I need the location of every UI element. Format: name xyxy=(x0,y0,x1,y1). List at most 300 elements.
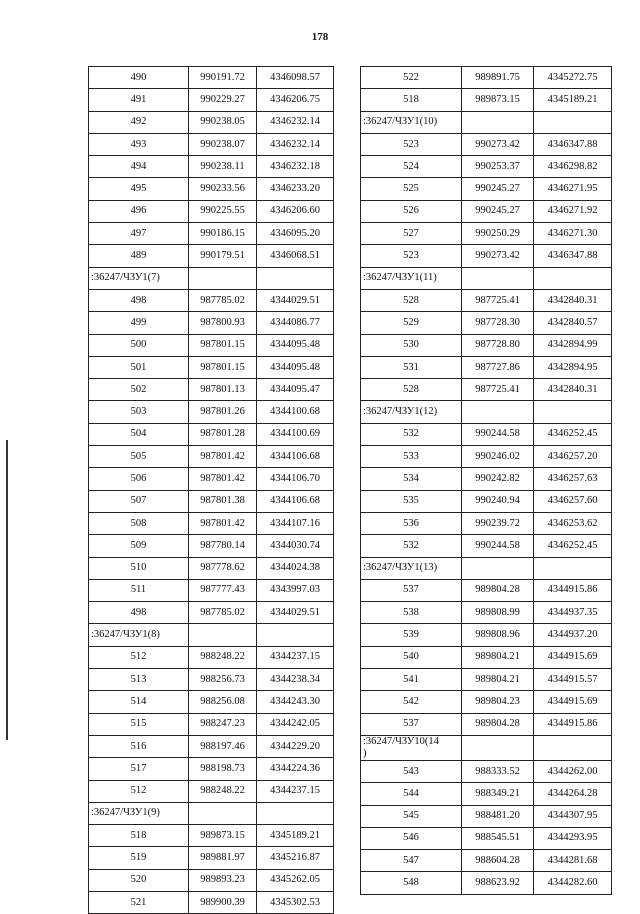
plot-label: :36247/ЧЗУ1(7) xyxy=(89,267,189,289)
point-number-cell: 545 xyxy=(361,805,462,827)
y-coordinate-cell: 4344100.69 xyxy=(257,423,334,445)
table-row xyxy=(89,735,334,757)
point-number-cell: 546 xyxy=(361,827,462,849)
margin-scan-mark xyxy=(6,440,8,740)
point-number-cell: 548 xyxy=(361,872,462,894)
table-row xyxy=(361,423,612,445)
x-coordinate-cell: 988623.92 xyxy=(462,872,534,894)
table-row xyxy=(361,691,612,713)
point-number-cell: 533 xyxy=(361,446,462,468)
plot-label: :36247/ЧЗУ1(12) xyxy=(361,401,462,423)
x-coordinate-cell: 987801.38 xyxy=(189,490,257,512)
y-coordinate-cell: 4346298.82 xyxy=(534,156,612,178)
table-row xyxy=(89,468,334,490)
point-number-cell: 495 xyxy=(89,178,189,200)
y-coordinate-cell: 4344262.00 xyxy=(534,760,612,782)
point-number-cell: 500 xyxy=(89,334,189,356)
point-number-cell: 498 xyxy=(89,289,189,311)
table-row xyxy=(361,646,612,668)
coordinates-table-right xyxy=(360,66,612,895)
x-coordinate-cell: 988545.51 xyxy=(462,827,534,849)
x-coordinate-cell: 987800.93 xyxy=(189,312,257,334)
point-number-cell: 492 xyxy=(89,111,189,133)
empty-cell xyxy=(189,802,257,824)
x-coordinate-cell: 987801.26 xyxy=(189,401,257,423)
point-number-cell: 528 xyxy=(361,379,462,401)
y-coordinate-cell: 4344095.47 xyxy=(257,379,334,401)
x-coordinate-cell: 989808.99 xyxy=(462,602,534,624)
x-coordinate-cell: 987801.15 xyxy=(189,334,257,356)
table-row xyxy=(361,178,612,200)
table-row xyxy=(89,89,334,111)
x-coordinate-cell: 989873.15 xyxy=(462,89,534,111)
point-number-cell: 508 xyxy=(89,512,189,534)
table-row xyxy=(89,557,334,579)
x-coordinate-cell: 987801.42 xyxy=(189,446,257,468)
point-number-cell: 504 xyxy=(89,423,189,445)
y-coordinate-cell: 4346206.60 xyxy=(257,200,334,222)
point-number-cell: 505 xyxy=(89,446,189,468)
empty-cell xyxy=(534,267,612,289)
x-coordinate-cell: 990238.05 xyxy=(189,111,257,133)
empty-cell xyxy=(462,111,534,133)
plot-label-row xyxy=(89,624,334,646)
table-row xyxy=(361,289,612,311)
y-coordinate-cell: 4344282.60 xyxy=(534,872,612,894)
y-coordinate-cell: 4344030.74 xyxy=(257,535,334,557)
plot-label-row xyxy=(361,401,612,423)
point-number-cell: 532 xyxy=(361,423,462,445)
x-coordinate-cell: 988349.21 xyxy=(462,783,534,805)
table-row xyxy=(89,646,334,668)
table-row xyxy=(89,780,334,802)
empty-cell xyxy=(462,735,534,760)
y-coordinate-cell: 4346098.57 xyxy=(257,67,334,89)
table-row xyxy=(89,334,334,356)
x-coordinate-cell: 989808.96 xyxy=(462,624,534,646)
point-number-cell: 496 xyxy=(89,200,189,222)
x-coordinate-cell: 988248.22 xyxy=(189,646,257,668)
point-number-cell: 517 xyxy=(89,758,189,780)
coordinates-table-left xyxy=(88,66,334,914)
y-coordinate-cell: 4344229.20 xyxy=(257,735,334,757)
x-coordinate-cell: 987785.02 xyxy=(189,602,257,624)
y-coordinate-cell: 4342894.99 xyxy=(534,334,612,356)
x-coordinate-cell: 987728.80 xyxy=(462,334,534,356)
table-row xyxy=(89,200,334,222)
point-number-cell: 529 xyxy=(361,312,462,334)
x-coordinate-cell: 989804.21 xyxy=(462,669,534,691)
table-row xyxy=(89,579,334,601)
x-coordinate-cell: 990244.58 xyxy=(462,423,534,445)
y-coordinate-cell: 4344095.48 xyxy=(257,334,334,356)
x-coordinate-cell: 989881.97 xyxy=(189,847,257,869)
y-coordinate-cell: 4344264.28 xyxy=(534,783,612,805)
y-coordinate-cell: 4346271.92 xyxy=(534,200,612,222)
table-row xyxy=(89,446,334,468)
y-coordinate-cell: 4346232.18 xyxy=(257,156,334,178)
x-coordinate-cell: 990179.51 xyxy=(189,245,257,267)
point-number-cell: 521 xyxy=(89,891,189,913)
x-coordinate-cell: 989804.23 xyxy=(462,691,534,713)
x-coordinate-cell: 988198.73 xyxy=(189,758,257,780)
x-coordinate-cell: 990273.42 xyxy=(462,133,534,155)
point-number-cell: 537 xyxy=(361,579,462,601)
x-coordinate-cell: 990225.55 xyxy=(189,200,257,222)
table-row xyxy=(89,356,334,378)
table-row xyxy=(89,691,334,713)
plot-label: :36247/ЧЗУ1(13) xyxy=(361,557,462,579)
x-coordinate-cell: 989804.21 xyxy=(462,646,534,668)
empty-cell xyxy=(462,401,534,423)
y-coordinate-cell: 4346257.63 xyxy=(534,468,612,490)
x-coordinate-cell: 987801.42 xyxy=(189,468,257,490)
x-coordinate-cell: 990239.72 xyxy=(462,512,534,534)
point-number-cell: 512 xyxy=(89,780,189,802)
table-row xyxy=(361,356,612,378)
table-row xyxy=(89,111,334,133)
x-coordinate-cell: 990253.37 xyxy=(462,156,534,178)
table-row xyxy=(361,223,612,245)
point-number-cell: 532 xyxy=(361,535,462,557)
table-row xyxy=(89,669,334,691)
x-coordinate-cell: 989893.23 xyxy=(189,869,257,891)
plot-label-row xyxy=(361,111,612,133)
y-coordinate-cell: 4344293.95 xyxy=(534,827,612,849)
x-coordinate-cell: 990246.02 xyxy=(462,446,534,468)
y-coordinate-cell: 4344915.86 xyxy=(534,579,612,601)
point-number-cell: 534 xyxy=(361,468,462,490)
y-coordinate-cell: 4346206.75 xyxy=(257,89,334,111)
point-number-cell: 526 xyxy=(361,200,462,222)
table-row xyxy=(89,869,334,891)
table-row xyxy=(89,223,334,245)
table-row xyxy=(89,847,334,869)
point-number-cell: 510 xyxy=(89,557,189,579)
x-coordinate-cell: 990186.15 xyxy=(189,223,257,245)
table-row xyxy=(361,850,612,872)
y-coordinate-cell: 4346068.51 xyxy=(257,245,334,267)
table-row xyxy=(89,891,334,913)
y-coordinate-cell: 4344106.68 xyxy=(257,490,334,512)
point-number-cell: 542 xyxy=(361,691,462,713)
table-row xyxy=(361,245,612,267)
table-row xyxy=(89,178,334,200)
x-coordinate-cell: 987801.42 xyxy=(189,512,257,534)
x-coordinate-cell: 987728.30 xyxy=(462,312,534,334)
x-coordinate-cell: 987725.41 xyxy=(462,289,534,311)
table-row xyxy=(361,872,612,894)
table-row xyxy=(89,713,334,735)
table-row xyxy=(361,468,612,490)
x-coordinate-cell: 990238.07 xyxy=(189,133,257,155)
point-number-cell: 536 xyxy=(361,512,462,534)
y-coordinate-cell: 4346252.45 xyxy=(534,423,612,445)
y-coordinate-cell: 4345272.75 xyxy=(534,67,612,89)
table-row xyxy=(361,133,612,155)
point-number-cell: 501 xyxy=(89,356,189,378)
x-coordinate-cell: 988256.08 xyxy=(189,691,257,713)
y-coordinate-cell: 4346257.20 xyxy=(534,446,612,468)
point-number-cell: 489 xyxy=(89,245,189,267)
table-row xyxy=(361,579,612,601)
point-number-cell: 511 xyxy=(89,579,189,601)
plot-label-row xyxy=(361,557,612,579)
plot-label: :36247/ЧЗУ1(10) xyxy=(361,111,462,133)
point-number-cell: 538 xyxy=(361,602,462,624)
y-coordinate-cell: 4342894.95 xyxy=(534,356,612,378)
point-number-cell: 507 xyxy=(89,490,189,512)
table-row xyxy=(89,602,334,624)
y-coordinate-cell: 4346257.60 xyxy=(534,490,612,512)
x-coordinate-cell: 987801.15 xyxy=(189,356,257,378)
point-number-cell: 498 xyxy=(89,602,189,624)
x-coordinate-cell: 987778.62 xyxy=(189,557,257,579)
table-row xyxy=(361,156,612,178)
point-number-cell: 524 xyxy=(361,156,462,178)
plot-label-row xyxy=(89,267,334,289)
plot-label: :36247/ЧЗУ10(14 ) xyxy=(361,735,462,760)
x-coordinate-cell: 987801.28 xyxy=(189,423,257,445)
y-coordinate-cell: 4344242.05 xyxy=(257,713,334,735)
point-number-cell: 531 xyxy=(361,356,462,378)
y-coordinate-cell: 4342840.31 xyxy=(534,379,612,401)
y-coordinate-cell: 4344915.69 xyxy=(534,691,612,713)
point-number-cell: 491 xyxy=(89,89,189,111)
y-coordinate-cell: 4343997.03 xyxy=(257,579,334,601)
plot-label-row xyxy=(361,267,612,289)
table-row xyxy=(89,133,334,155)
empty-cell xyxy=(189,267,257,289)
point-number-cell: 547 xyxy=(361,850,462,872)
x-coordinate-cell: 987777.43 xyxy=(189,579,257,601)
y-coordinate-cell: 4344937.20 xyxy=(534,624,612,646)
table-row xyxy=(89,312,334,334)
table-row xyxy=(361,312,612,334)
point-number-cell: 537 xyxy=(361,713,462,735)
table-row xyxy=(89,535,334,557)
empty-cell xyxy=(534,735,612,760)
plot-label: :36247/ЧЗУ1(9) xyxy=(89,802,189,824)
y-coordinate-cell: 4344095.48 xyxy=(257,356,334,378)
empty-cell xyxy=(462,267,534,289)
y-coordinate-cell: 4345189.21 xyxy=(534,89,612,111)
point-number-cell: 493 xyxy=(89,133,189,155)
y-coordinate-cell: 4346253.62 xyxy=(534,512,612,534)
table-row xyxy=(361,446,612,468)
y-coordinate-cell: 4346232.14 xyxy=(257,111,334,133)
table-row xyxy=(361,512,612,534)
point-number-cell: 520 xyxy=(89,869,189,891)
x-coordinate-cell: 988248.22 xyxy=(189,780,257,802)
table-row xyxy=(89,512,334,534)
y-coordinate-cell: 4346347.88 xyxy=(534,133,612,155)
point-number-cell: 527 xyxy=(361,223,462,245)
point-number-cell: 525 xyxy=(361,178,462,200)
empty-cell xyxy=(257,267,334,289)
empty-cell xyxy=(534,401,612,423)
y-coordinate-cell: 4342840.57 xyxy=(534,312,612,334)
x-coordinate-cell: 990273.42 xyxy=(462,245,534,267)
y-coordinate-cell: 4344029.51 xyxy=(257,602,334,624)
point-number-cell: 522 xyxy=(361,67,462,89)
x-coordinate-cell: 987785.02 xyxy=(189,289,257,311)
x-coordinate-cell: 990242.82 xyxy=(462,468,534,490)
x-coordinate-cell: 989873.15 xyxy=(189,825,257,847)
y-coordinate-cell: 4344307.95 xyxy=(534,805,612,827)
point-number-cell: 515 xyxy=(89,713,189,735)
x-coordinate-cell: 987727.86 xyxy=(462,356,534,378)
table-row xyxy=(89,401,334,423)
y-coordinate-cell: 4344106.68 xyxy=(257,446,334,468)
y-coordinate-cell: 4344237.15 xyxy=(257,780,334,802)
y-coordinate-cell: 4346252.45 xyxy=(534,535,612,557)
empty-cell xyxy=(189,624,257,646)
x-coordinate-cell: 990229.27 xyxy=(189,89,257,111)
table-row xyxy=(361,713,612,735)
table-row xyxy=(361,783,612,805)
point-number-cell: 535 xyxy=(361,490,462,512)
table-row xyxy=(361,67,612,89)
x-coordinate-cell: 989891.75 xyxy=(462,67,534,89)
y-coordinate-cell: 4346233.20 xyxy=(257,178,334,200)
point-number-cell: 499 xyxy=(89,312,189,334)
x-coordinate-cell: 990245.27 xyxy=(462,178,534,200)
y-coordinate-cell: 4345302.53 xyxy=(257,891,334,913)
y-coordinate-cell: 4344107.16 xyxy=(257,512,334,534)
point-number-cell: 523 xyxy=(361,245,462,267)
point-number-cell: 509 xyxy=(89,535,189,557)
table-row xyxy=(361,334,612,356)
y-coordinate-cell: 4346271.30 xyxy=(534,223,612,245)
point-number-cell: 512 xyxy=(89,646,189,668)
point-number-cell: 494 xyxy=(89,156,189,178)
table-row xyxy=(361,669,612,691)
page-number: 178 xyxy=(311,31,329,43)
table-row xyxy=(89,67,334,89)
x-coordinate-cell: 988197.46 xyxy=(189,735,257,757)
y-coordinate-cell: 4344024.38 xyxy=(257,557,334,579)
table-row xyxy=(361,805,612,827)
empty-cell xyxy=(462,557,534,579)
table-row xyxy=(361,200,612,222)
point-number-cell: 540 xyxy=(361,646,462,668)
y-coordinate-cell: 4344937.35 xyxy=(534,602,612,624)
y-coordinate-cell: 4346271.95 xyxy=(534,178,612,200)
x-coordinate-cell: 987801.13 xyxy=(189,379,257,401)
empty-cell xyxy=(534,557,612,579)
x-coordinate-cell: 989804.28 xyxy=(462,579,534,601)
x-coordinate-cell: 990245.27 xyxy=(462,200,534,222)
table-row xyxy=(89,289,334,311)
table-row xyxy=(89,825,334,847)
y-coordinate-cell: 4346095.20 xyxy=(257,223,334,245)
x-coordinate-cell: 987725.41 xyxy=(462,379,534,401)
point-number-cell: 490 xyxy=(89,67,189,89)
point-number-cell: 541 xyxy=(361,669,462,691)
point-number-cell: 518 xyxy=(361,89,462,111)
x-coordinate-cell: 990191.72 xyxy=(189,67,257,89)
y-coordinate-cell: 4344238.34 xyxy=(257,669,334,691)
y-coordinate-cell: 4344224.36 xyxy=(257,758,334,780)
empty-cell xyxy=(534,111,612,133)
table-row xyxy=(89,490,334,512)
table-row xyxy=(89,156,334,178)
point-number-cell: 519 xyxy=(89,847,189,869)
y-coordinate-cell: 4344100.68 xyxy=(257,401,334,423)
plot-label-row xyxy=(361,735,612,760)
x-coordinate-cell: 988256.73 xyxy=(189,669,257,691)
plot-label: :36247/ЧЗУ1(11) xyxy=(361,267,462,289)
empty-cell xyxy=(257,624,334,646)
point-number-cell: 530 xyxy=(361,334,462,356)
table-row xyxy=(361,379,612,401)
y-coordinate-cell: 4344243.30 xyxy=(257,691,334,713)
point-number-cell: 503 xyxy=(89,401,189,423)
x-coordinate-cell: 988333.52 xyxy=(462,760,534,782)
point-number-cell: 513 xyxy=(89,669,189,691)
table-row xyxy=(89,379,334,401)
x-coordinate-cell: 987780.14 xyxy=(189,535,257,557)
x-coordinate-cell: 990244.58 xyxy=(462,535,534,557)
x-coordinate-cell: 989804.28 xyxy=(462,713,534,735)
y-coordinate-cell: 4344915.57 xyxy=(534,669,612,691)
table-row xyxy=(89,245,334,267)
point-number-cell: 543 xyxy=(361,760,462,782)
x-coordinate-cell: 990240.94 xyxy=(462,490,534,512)
y-coordinate-cell: 4346347.88 xyxy=(534,245,612,267)
table-row xyxy=(361,535,612,557)
table-row xyxy=(361,760,612,782)
table-row xyxy=(361,89,612,111)
plot-label: :36247/ЧЗУ1(8) xyxy=(89,624,189,646)
point-number-cell: 516 xyxy=(89,735,189,757)
y-coordinate-cell: 4345216.87 xyxy=(257,847,334,869)
empty-cell xyxy=(257,802,334,824)
point-number-cell: 514 xyxy=(89,691,189,713)
y-coordinate-cell: 4344237.15 xyxy=(257,646,334,668)
x-coordinate-cell: 989900.39 xyxy=(189,891,257,913)
point-number-cell: 502 xyxy=(89,379,189,401)
point-number-cell: 497 xyxy=(89,223,189,245)
y-coordinate-cell: 4344281.68 xyxy=(534,850,612,872)
y-coordinate-cell: 4344915.69 xyxy=(534,646,612,668)
table-row xyxy=(361,490,612,512)
point-number-cell: 506 xyxy=(89,468,189,490)
table-row xyxy=(89,423,334,445)
point-number-cell: 523 xyxy=(361,133,462,155)
x-coordinate-cell: 990233.56 xyxy=(189,178,257,200)
point-number-cell: 539 xyxy=(361,624,462,646)
plot-label-row xyxy=(89,802,334,824)
y-coordinate-cell: 4345262.05 xyxy=(257,869,334,891)
x-coordinate-cell: 988604.28 xyxy=(462,850,534,872)
point-number-cell: 528 xyxy=(361,289,462,311)
y-coordinate-cell: 4346232.14 xyxy=(257,133,334,155)
y-coordinate-cell: 4345189.21 xyxy=(257,825,334,847)
x-coordinate-cell: 990238.11 xyxy=(189,156,257,178)
y-coordinate-cell: 4344029.51 xyxy=(257,289,334,311)
x-coordinate-cell: 988481.20 xyxy=(462,805,534,827)
table-row xyxy=(361,827,612,849)
y-coordinate-cell: 4342840.31 xyxy=(534,289,612,311)
y-coordinate-cell: 4344086.77 xyxy=(257,312,334,334)
table-row xyxy=(89,758,334,780)
y-coordinate-cell: 4344915.86 xyxy=(534,713,612,735)
y-coordinate-cell: 4344106.70 xyxy=(257,468,334,490)
x-coordinate-cell: 990250.29 xyxy=(462,223,534,245)
point-number-cell: 518 xyxy=(89,825,189,847)
